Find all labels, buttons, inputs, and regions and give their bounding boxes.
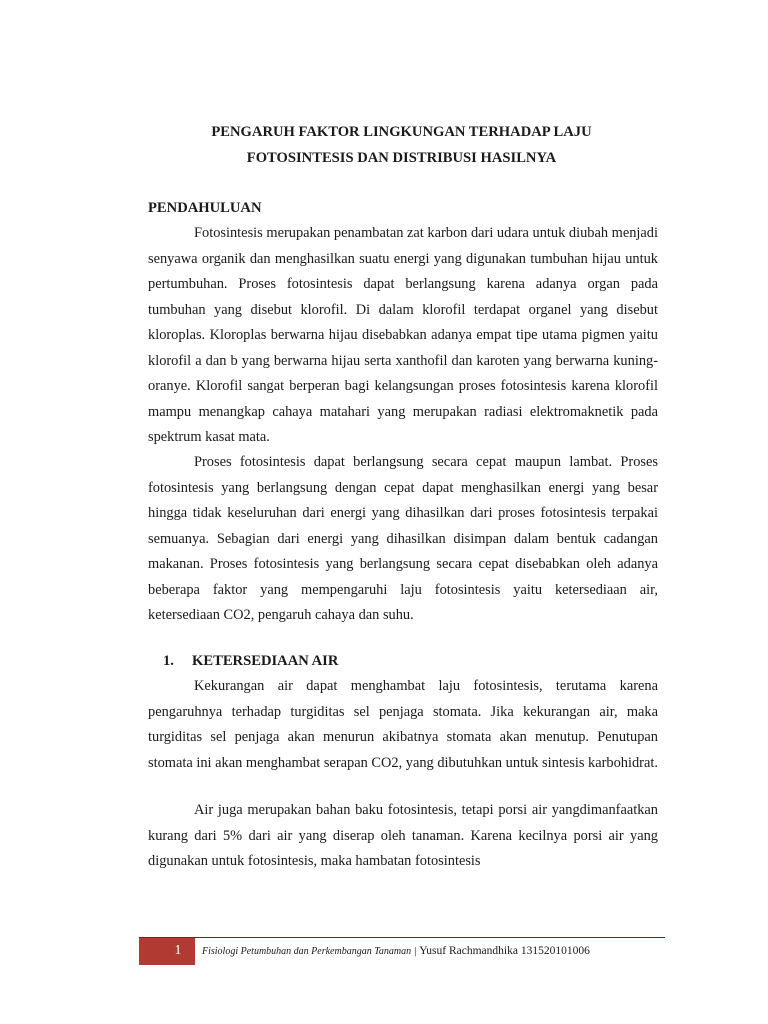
section-1-heading [163, 652, 338, 670]
section-1-number: 1. [163, 653, 174, 669]
document-title-line-1: PENGARUH FAKTOR LINGKUNGAN TERHADAP LAJU [211, 124, 592, 140]
document-title-line-2: FOTOSINTESIS DAN DISTRIBUSI HASILNYA [246, 150, 557, 166]
footer-course-title: Fisiologi Petumbuhan dan Perkembangan Tanaman [202, 946, 412, 957]
page-footer [139, 937, 665, 965]
section-1-paragraph-1: Kekurangan air dapat menghambat laju fotosintesis, terutama karena pengaruhnya terhadap turgiditas sel penjaga stomata. Jika kekurangan air, maka turgiditas sel penjaga akan menurun akibatnya stomata akan menutup. Penutupan stomata ini akan menghambat serapan CO2, yang dibutuhkan untuk sintesis karbohidrat. [148, 678, 658, 771]
page-number: 1 [174, 943, 182, 958]
section-1-title: KETERSEDIAAN AIR [192, 653, 339, 669]
page-number-badge [139, 938, 195, 965]
intro-paragraph-1: Fotosintesis merupakan penambatan zat karbon dari udara untuk diubah menjadi senyawa organik dan menghasilkan suatu energi yang digunakan tumbuhan hijau untuk pertumbuhan. Proses fotosintesis dapat berlangsung karena adanya organ pada tumbuhan yang disebut klorofil. Di dalam klorofil terdapat organel yang disebut kloroplas. Kloroplas berwarna hijau disebabkan adanya empat tipe utama pigmen yaitu klorofil a dan b yang berwarna hijau serta xanthofil dan karoten yang berwarna kuning-oranye. Klorofil sangat berperan bagi kelangsungan proses fotosintesis karena klorofil mampu menangkap cahaya matahari yang merupakan radiasi elektromaknetik pada spektrum kasat mata. [148, 225, 658, 445]
footer-caption [202, 943, 590, 960]
footer-author: Yusuf Rachmandhika 131520101006 [419, 945, 590, 957]
intro-paragraph-2: Proses fotosintesis dapat berlangsung secara cepat maupun lambat. Proses fotosintesis yang berlangsung dengan cepat dapat menghasilkan energi yang besar hingga tidak keseluruhan dari energi yang dihasilkan dari proses fotosintesis terpakai semuanya. Sebagian dari energi yang dihasilkan disimpan dalam bentuk cadangan makanan. Proses fotosintesis yang berlangsung secara cepat disebabkan oleh adanya beberapa faktor yang mempengaruhi laju fotosintesis yaitu ketersediaan air, ketersediaan CO2, pengaruh cahaya dan suhu. [148, 454, 658, 623]
section-1-paragraph-2: Air juga merupakan bahan baku fotosintesis, tetapi porsi air yangdimanfaatkan kurang dari 5% dari air yang diserap oleh tanaman. Karena kecilnya porsi air yang digunakan untuk fotosintesis, maka hambatan fotosintesis [148, 802, 658, 869]
intro-heading: PENDAHULUAN [148, 200, 262, 216]
footer-divider [139, 937, 665, 938]
footer-separator: | [414, 945, 417, 957]
